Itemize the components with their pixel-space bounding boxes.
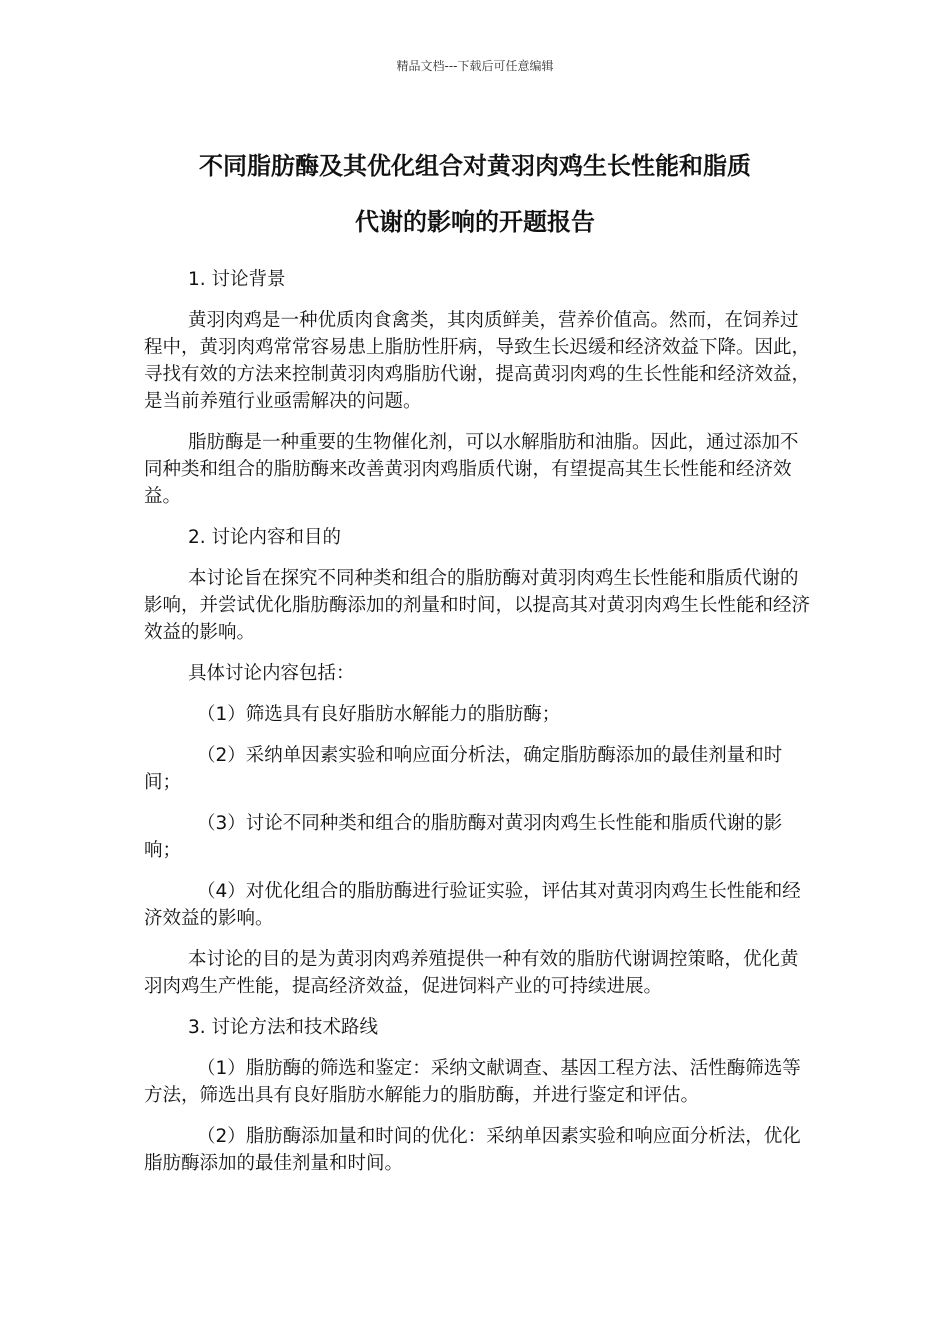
section-2-list-item: （1）筛选具有良好脂肪水解能力的脂肪酶； bbox=[197, 704, 561, 725]
section-2-paragraph-2: 具体讨论内容包括： bbox=[188, 663, 355, 684]
title-line-2: 代谢的影响的开题报告 bbox=[355, 208, 595, 236]
section-1-paragraph-1: 黄羽肉鸡是一种优质肉食禽类，其肉质鲜美，营养价值高。然而，在饲养过程中，黄羽肉鸡常常容易患上脂肪性肝病，导致生长迟缓和经济效益下降。因此，寻找有效的方法来控制黄羽肉鸡脂肪代谢，提高黄羽肉鸡的生长性能和经济效益，是当前养殖行业亟需解决的问题。 bbox=[144, 310, 811, 412]
section-3-heading: 3. 讨论方法和技术路线 bbox=[188, 1017, 379, 1038]
document-title bbox=[100, 138, 850, 250]
title-line-1: 不同脂肪酶及其优化组合对黄羽肉鸡生长性能和脂质 bbox=[199, 152, 751, 180]
section-1-heading: 1. 讨论背景 bbox=[188, 269, 286, 290]
section-3-list-item: （1）脂肪酶的筛选和鉴定：采纳文献调查、基因工程方法、活性酶筛选等方法，筛选出具有良好脂肪水解能力的脂肪酶，并进行鉴定和评估。 bbox=[144, 1058, 801, 1106]
header-note: 精品文档---下载后可任意编辑 bbox=[396, 59, 554, 73]
section-2-list-item: （2）采纳单因素实验和响应面分析法，确定脂肪酶添加的最佳剂量和时间； bbox=[144, 745, 783, 793]
section-2-heading: 2. 讨论内容和目的 bbox=[188, 527, 342, 548]
section-2-paragraph-3: 本讨论的目的是为黄羽肉鸡养殖提供一种有效的脂肪代谢调控策略，优化黄羽肉鸡生产性能，提高经济效益，促进饲料产业的可持续进展。 bbox=[144, 949, 799, 997]
document-body bbox=[144, 266, 810, 1191]
section-1-paragraph-2: 脂肪酶是一种重要的生物催化剂，可以水解脂肪和油脂。因此，通过添加不同种类和组合的脂肪酶来改善黄羽肉鸡脂质代谢，有望提高其生长性能和经济效益。 bbox=[144, 432, 799, 507]
section-2-paragraph-1: 本讨论旨在探究不同种类和组合的脂肪酶对黄羽肉鸡生长性能和脂质代谢的影响，并尝试优化脂肪酶添加的剂量和时间，以提高其对黄羽肉鸡生长性能和经济效益的影响。 bbox=[144, 568, 811, 643]
section-2-list-item: （3）讨论不同种类和组合的脂肪酶对黄羽肉鸡生长性能和脂质代谢的影响； bbox=[144, 813, 783, 861]
section-3-list-item: （2）脂肪酶添加量和时间的优化：采纳单因素实验和响应面分析法，优化脂肪酶添加的最佳剂量和时间。 bbox=[144, 1126, 801, 1174]
section-2-list-item: （4）对优化组合的脂肪酶进行验证实验，评估其对黄羽肉鸡生长性能和经济效益的影响。 bbox=[144, 881, 801, 929]
